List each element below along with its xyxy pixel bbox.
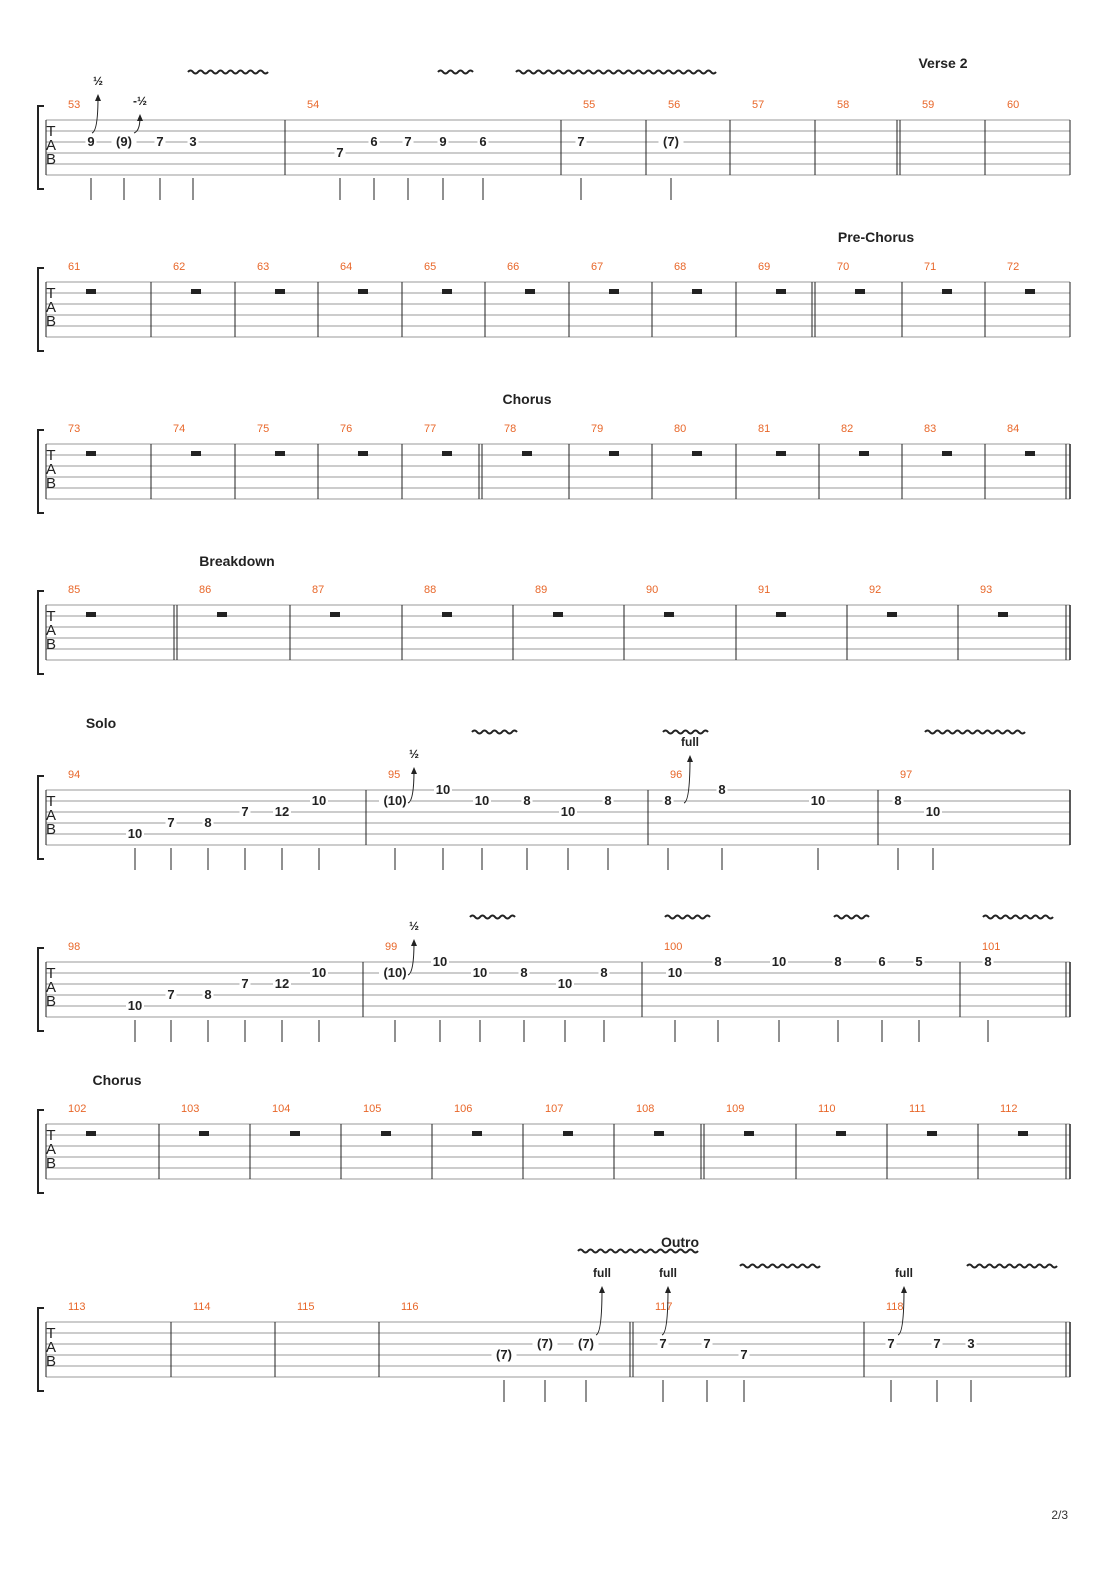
measure-number: 110 (818, 1103, 836, 1115)
measure-number: 71 (924, 261, 937, 273)
fret-number: 6 (479, 134, 487, 149)
bend-arrow (684, 758, 690, 803)
measure-number: 85 (68, 584, 81, 596)
tab-clef: B (45, 475, 57, 492)
measure-number: 108 (636, 1103, 655, 1115)
fret-number: 6 (878, 954, 886, 969)
bend-arrowhead (95, 94, 101, 101)
fret-number: 10 (432, 954, 448, 969)
measure-number: 82 (841, 423, 854, 435)
measure-number: 57 (752, 99, 765, 111)
rest-symbol (358, 289, 368, 294)
fret-number: 8 (984, 954, 992, 969)
measure-number: 102 (68, 1103, 87, 1115)
bend-arrowhead (411, 939, 417, 946)
fret-number: (7) (578, 1336, 594, 1351)
measure-number: 117 (655, 1301, 673, 1313)
tab-clef: A (45, 622, 57, 639)
vibrato-mark (983, 916, 1053, 919)
measure-number: 98 (68, 941, 81, 953)
fret-number: (10) (383, 965, 407, 980)
rest-symbol (1018, 1131, 1028, 1136)
bend-label: full (681, 735, 699, 749)
measure-number: 59 (922, 99, 935, 111)
rest-symbol (998, 612, 1008, 617)
bend-arrowhead (901, 1286, 907, 1293)
bend-arrowhead (411, 767, 417, 774)
fret-number: 10 (560, 804, 576, 819)
measure-number: 78 (504, 423, 517, 435)
measure-number: 68 (674, 261, 687, 273)
rest-symbol (86, 451, 96, 456)
rest-symbol (290, 1131, 300, 1136)
fret-number: 8 (204, 987, 212, 1002)
rest-symbol (191, 289, 201, 294)
bend-label: full (593, 1266, 611, 1280)
vibrato-mark (834, 916, 869, 919)
measure-number: 79 (591, 423, 604, 435)
bend-arrowhead (687, 755, 693, 762)
rest-symbol (191, 451, 201, 456)
fret-number: 10 (771, 954, 787, 969)
fret-number: 8 (520, 965, 528, 980)
rest-symbol (927, 1131, 937, 1136)
bend-label: ½ (92, 74, 104, 88)
measure-number: 75 (257, 423, 270, 435)
rest-symbol (664, 612, 674, 617)
measure-number: 63 (257, 261, 270, 273)
tab-clef: A (45, 979, 57, 996)
rest-symbol (1025, 451, 1035, 456)
fret-number: 9 (439, 134, 447, 149)
rest-symbol (217, 612, 227, 617)
fret-number: 10 (435, 782, 451, 797)
rest-symbol (86, 289, 96, 294)
rest-symbol (654, 1131, 664, 1136)
vibrato-mark (438, 71, 473, 74)
fret-number: 8 (604, 793, 612, 808)
measure-number: 88 (424, 584, 437, 596)
system-bracket (38, 1110, 44, 1193)
tab-clef: T (46, 608, 56, 625)
measure-number: 58 (837, 99, 850, 111)
fret-number: (7) (496, 1347, 512, 1362)
fret-number: 7 (167, 815, 175, 830)
fret-number: 10 (311, 965, 327, 980)
tab-system (38, 1234, 1070, 1402)
tab-system (38, 553, 1070, 674)
measure-number: 94 (68, 769, 81, 781)
fret-number: 7 (659, 1336, 667, 1351)
measure-number: 101 (982, 941, 1001, 953)
vibrato-mark (188, 71, 268, 74)
tab-clef: B (45, 313, 57, 330)
measure-number: 97 (900, 769, 913, 781)
measure-number: 65 (424, 261, 437, 273)
bend-arrowhead (599, 1286, 605, 1293)
tab-clef: T (46, 447, 56, 464)
tab-clef: A (45, 1141, 57, 1158)
measure-number: 77 (424, 423, 437, 435)
bend-arrowhead (137, 114, 143, 121)
measure-number: 90 (646, 584, 659, 596)
bend-label: ½ (408, 919, 420, 933)
tab-clef: T (46, 285, 56, 302)
measure-number: 103 (181, 1103, 200, 1115)
rest-symbol (86, 612, 96, 617)
measure-number: 95 (388, 769, 401, 781)
measure-number: 118 (886, 1301, 904, 1313)
measure-number: 92 (869, 584, 882, 596)
rest-symbol (522, 451, 532, 456)
tab-system (38, 715, 1070, 870)
fret-number: 10 (557, 976, 573, 991)
rest-symbol (692, 289, 702, 294)
fret-number: 7 (404, 134, 412, 149)
fret-number: 10 (311, 793, 327, 808)
vibrato-mark (665, 916, 710, 919)
rest-symbol (381, 1131, 391, 1136)
measure-number: 96 (670, 769, 683, 781)
rest-symbol (859, 451, 869, 456)
tab-system (38, 55, 1070, 200)
fret-number: 8 (714, 954, 722, 969)
rest-symbol (275, 451, 285, 456)
tab-clef: A (45, 299, 57, 316)
measure-number: 107 (545, 1103, 564, 1115)
fret-number: 7 (703, 1336, 711, 1351)
fret-number: 10 (810, 793, 826, 808)
tab-clef: T (46, 1127, 56, 1144)
measure-number: 67 (591, 261, 604, 273)
fret-number: 8 (894, 793, 902, 808)
rest-symbol (442, 612, 452, 617)
vibrato-mark (578, 1250, 698, 1253)
tab-system (38, 229, 1070, 351)
section-title: Outro (660, 1234, 700, 1250)
fret-number: 8 (523, 793, 531, 808)
fret-number: 7 (740, 1347, 748, 1362)
rest-symbol (776, 289, 786, 294)
measure-number: 114 (193, 1301, 211, 1313)
measure-number: 86 (199, 584, 212, 596)
fret-number: 10 (127, 826, 143, 841)
rest-symbol (275, 289, 285, 294)
measure-number: 105 (363, 1103, 382, 1115)
fret-number: 7 (336, 145, 344, 160)
bend-label: full (659, 1266, 677, 1280)
measure-number: 53 (68, 99, 81, 111)
measure-number: 89 (535, 584, 548, 596)
fret-number: 8 (600, 965, 608, 980)
rest-symbol (855, 289, 865, 294)
fret-number: 10 (474, 793, 490, 808)
fret-number: 7 (241, 804, 249, 819)
measure-number: 100 (664, 941, 683, 953)
fret-number: 12 (274, 804, 290, 819)
fret-number: 7 (156, 134, 164, 149)
tab-clef: B (45, 636, 57, 653)
rest-symbol (442, 451, 452, 456)
tab-clef: T (46, 793, 56, 810)
measure-number: 91 (758, 584, 771, 596)
fret-number: 7 (167, 987, 175, 1002)
section-title: Solo (85, 715, 117, 731)
system-bracket (38, 106, 44, 189)
rest-symbol (199, 1131, 209, 1136)
measure-number: 62 (173, 261, 186, 273)
measure-number: 64 (340, 261, 353, 273)
rest-symbol (942, 451, 952, 456)
measure-number: 99 (385, 941, 398, 953)
fret-number: (7) (537, 1336, 553, 1351)
measure-number: 116 (401, 1301, 419, 1313)
measure-number: 113 (68, 1301, 86, 1313)
measure-number: 84 (1007, 423, 1020, 435)
tab-clef: A (45, 137, 57, 154)
measure-number: 69 (758, 261, 771, 273)
tab-clef: B (45, 151, 57, 168)
rest-symbol (442, 289, 452, 294)
fret-number: 5 (915, 954, 923, 969)
system-bracket (38, 591, 44, 674)
rest-symbol (887, 612, 897, 617)
measure-number: 111 (909, 1103, 926, 1115)
fret-number: 8 (834, 954, 842, 969)
fret-number: 10 (667, 965, 683, 980)
bend-label: full (895, 1266, 913, 1280)
measure-number: 104 (272, 1103, 291, 1115)
fret-number: 7 (887, 1336, 895, 1351)
rest-symbol (776, 612, 786, 617)
system-bracket (38, 1308, 44, 1391)
rest-symbol (776, 451, 786, 456)
bend-label: ½ (408, 747, 420, 761)
system-bracket (38, 948, 44, 1031)
tab-clef: B (45, 1155, 57, 1172)
tab-clef: A (45, 1339, 57, 1356)
tab-system (38, 916, 1070, 1043)
fret-number: 12 (274, 976, 290, 991)
fret-number: 3 (967, 1336, 975, 1351)
measure-number: 80 (674, 423, 687, 435)
tab-clef: T (46, 1325, 56, 1342)
rest-symbol (472, 1131, 482, 1136)
tab-clef: B (45, 821, 57, 838)
fret-number: (10) (383, 793, 407, 808)
rest-symbol (86, 1131, 96, 1136)
section-title: Breakdown (199, 553, 275, 569)
tab-clef: B (45, 993, 57, 1010)
vibrato-mark (967, 1265, 1057, 1268)
fret-number: 8 (204, 815, 212, 830)
measure-number: 66 (507, 261, 520, 273)
fret-number: 7 (933, 1336, 941, 1351)
fret-number: 10 (925, 804, 941, 819)
page-number: 2/3 (1051, 1508, 1068, 1522)
section-title: Pre-Chorus (837, 229, 915, 245)
rest-symbol (744, 1131, 754, 1136)
measure-number: 70 (837, 261, 850, 273)
fret-number: (9) (116, 134, 132, 149)
rest-symbol (525, 289, 535, 294)
measure-number: 55 (583, 99, 596, 111)
measure-number: 72 (1007, 261, 1020, 273)
system-bracket (38, 430, 44, 513)
rest-symbol (609, 451, 619, 456)
bend-arrow (92, 97, 98, 133)
fret-number: 9 (87, 134, 95, 149)
rest-symbol (330, 612, 340, 617)
rest-symbol (563, 1131, 573, 1136)
rest-symbol (358, 451, 368, 456)
tab-clef: A (45, 461, 57, 478)
tab-clef: T (46, 965, 56, 982)
measure-number: 76 (340, 423, 353, 435)
tab-system (38, 1072, 1070, 1193)
measure-number: 83 (924, 423, 937, 435)
bend-label: -½ (132, 94, 148, 108)
section-title: Verse 2 (918, 55, 968, 71)
vibrato-mark (472, 731, 517, 734)
measure-number: 56 (668, 99, 681, 111)
tab-clef: A (45, 807, 57, 824)
measure-number: 109 (726, 1103, 745, 1115)
rest-symbol (942, 289, 952, 294)
tab-system (38, 391, 1070, 513)
bend-arrowhead (665, 1286, 671, 1293)
measure-number: 112 (1000, 1103, 1018, 1115)
fret-number: (7) (663, 134, 679, 149)
section-title: Chorus (502, 391, 552, 407)
fret-number: 3 (189, 134, 197, 149)
measure-number: 81 (758, 423, 771, 435)
system-bracket (38, 268, 44, 351)
fret-number: 8 (718, 782, 726, 797)
measure-number: 115 (297, 1301, 315, 1313)
vibrato-mark (740, 1265, 820, 1268)
rest-symbol (1025, 289, 1035, 294)
measure-number: 60 (1007, 99, 1020, 111)
vibrato-mark (925, 731, 1025, 734)
tab-clef: B (45, 1353, 57, 1370)
fret-number: 10 (127, 998, 143, 1013)
rest-symbol (553, 612, 563, 617)
measure-number: 87 (312, 584, 325, 596)
measure-number: 93 (980, 584, 993, 596)
fret-number: 8 (664, 793, 672, 808)
vibrato-mark (470, 916, 515, 919)
measure-number: 106 (454, 1103, 473, 1115)
vibrato-mark (663, 731, 708, 734)
rest-symbol (692, 451, 702, 456)
fret-number: 7 (577, 134, 585, 149)
rest-symbol (836, 1131, 846, 1136)
section-title: Chorus (92, 1072, 142, 1088)
system-bracket (38, 776, 44, 859)
measure-number: 73 (68, 423, 81, 435)
rest-symbol (609, 289, 619, 294)
measure-number: 74 (173, 423, 186, 435)
fret-number: 7 (241, 976, 249, 991)
vibrato-mark (516, 71, 716, 74)
fret-number: 6 (370, 134, 378, 149)
bend-arrow (596, 1289, 602, 1335)
measure-number: 61 (68, 261, 81, 273)
fret-number: 10 (472, 965, 488, 980)
measure-number: 54 (307, 99, 320, 111)
tab-clef: T (46, 123, 56, 140)
